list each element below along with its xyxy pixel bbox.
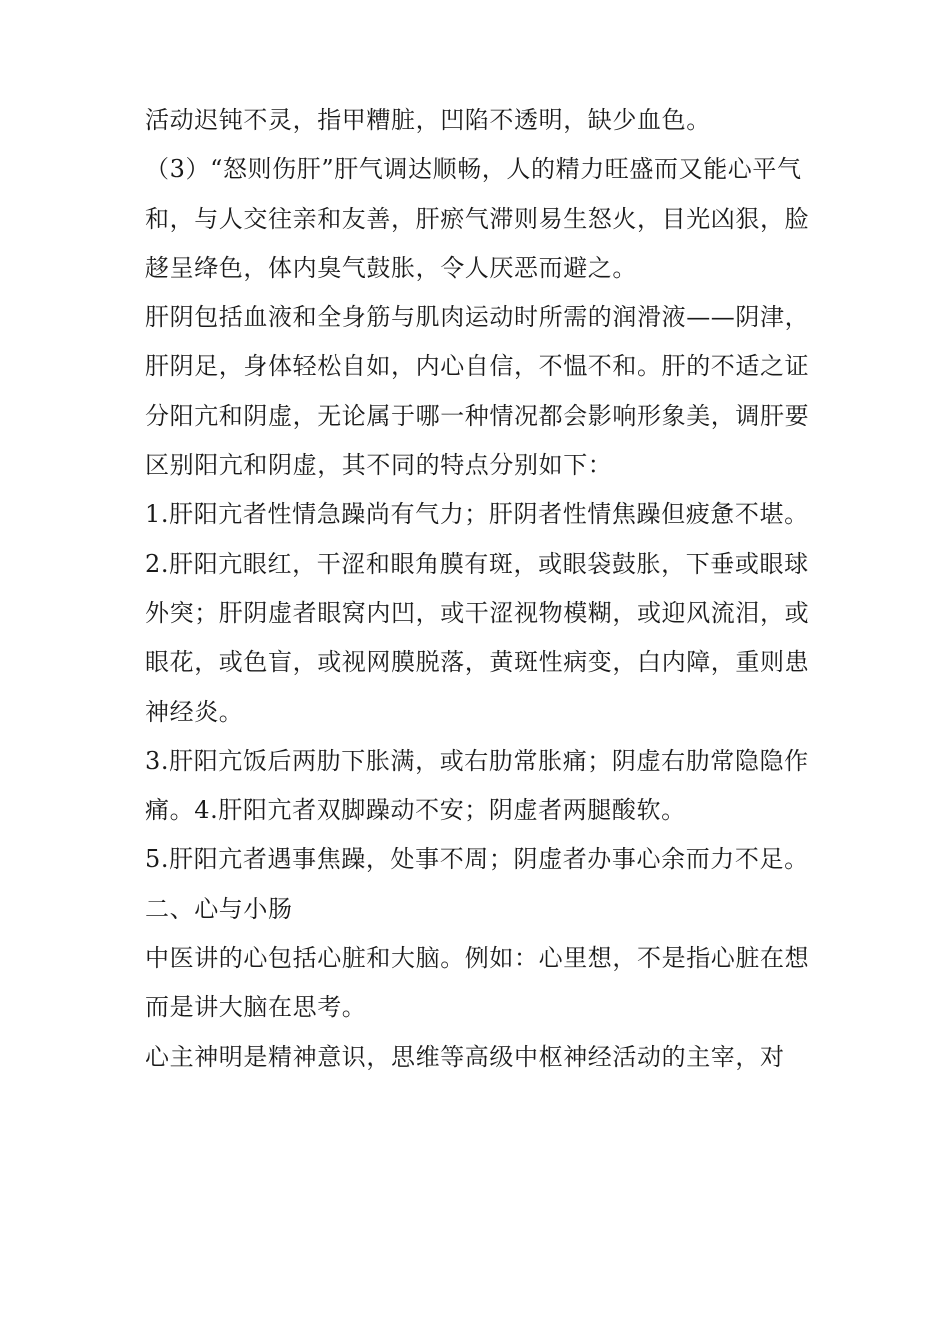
paragraph-2: （3）“怒则伤肝”肝气调达顺畅，人的精力旺盛而又能心平气和，与人交往亲和友善，肝瘀气滞则易生怒火，目光凶狠，脸趍呈绛色，体内臭气鼓胀，令人厌恶而避之。 (145, 155, 810, 282)
paragraph-3: 肝阴包括血液和全身筋与肌肉运动时所需的润滑液——阴津，肝阴足，身体轻松自如，内心自信，不愠不和。肝的不适之证分阳亢和阴虚，无论属于哪一种情况都会影响形象美，调肝要区别阳亢和阴虚，其不同的特点分别如下： (145, 303, 810, 480)
paragraph-4: 1.肝阳亢者性情急躁尚有气力；肝阴者性情焦躁但疲惫不堪。 (145, 500, 809, 529)
document-body (145, 96, 813, 1082)
paragraph-5: 2.肝阳亢眼红，干涩和眼角膜有斑，或眼袋鼓胀，下垂或眼球外突；肝阴虚者眼窝内凹，或干涩视物模糊，或迎风流泪，或眼花，或色盲，或视网膜脱落，黄斑性病变，白内障，重则患神经炎。 (145, 549, 810, 726)
paragraph-6: 3.肝阳亢饭后两肋下胀满，或右肋常胀痛；阴虚右肋常隐隐作痛。4.肝阳亢者双脚躁动不安；阴虚者两腿酸软。 (145, 746, 809, 825)
paragraph-9: 心主神明是精神意识，思维等高级中枢神经活动的主宰，对 (145, 1042, 785, 1071)
paragraph-1: 活动迟钝不灵，指甲糟脏，凹陷不透明，缺少血色。 (145, 106, 711, 134)
section-heading: 二、心与小肠 (145, 894, 293, 923)
paragraph-7: 5.肝阳亢者遇事焦躁，处事不周；阴虚者办事心余而力不足。 (145, 845, 809, 874)
paragraph-8: 中医讲的心包括心脏和大脑。例如：心里想，不是指心脏在想而是讲大脑在思考。 (145, 944, 810, 1022)
